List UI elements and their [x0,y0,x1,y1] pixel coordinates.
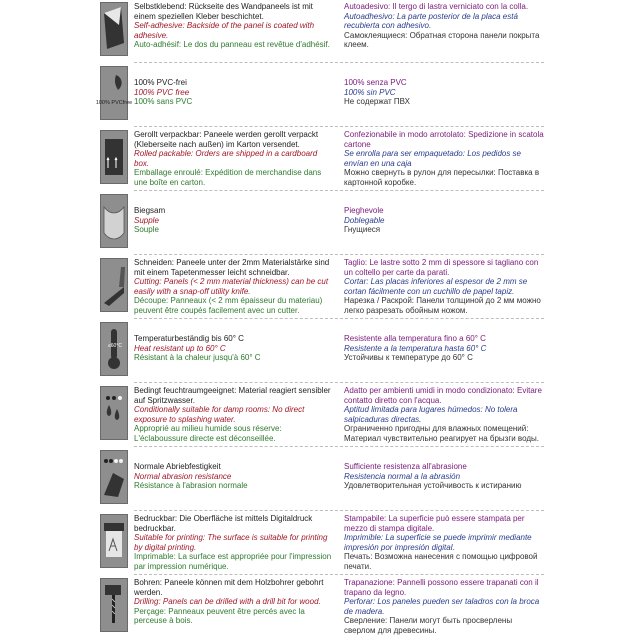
row-divider [134,62,544,63]
water-drops-icon [100,386,128,440]
text-ru: Сверление: Панели могут быть просверлены сверлом для древесины. [344,616,513,635]
text-de-en-fr [134,386,334,443]
text-es: Doblegable [344,215,385,225]
thermometer-icon [100,322,128,376]
text-ru: Не содержат ПВХ [344,97,410,106]
row-divider [134,318,544,319]
text-it: Pieghevole [344,206,384,215]
text-it: 100% senza PVC [344,78,407,87]
text-it-es-ru [344,78,544,107]
cutting-icon [100,258,128,312]
text-de: 100% PVC-frei [134,78,187,87]
text-en: Heat resistant up to 60° C [134,343,226,353]
text-de: Normale Abriebfestigkeit [134,462,221,471]
text-fr: Emballage enroulé: Expédition de merchandise dans une boîte en carton. [134,168,322,187]
text-it-es-ru [344,462,544,491]
text-it: Adatto per ambienti umidi in modo condizionato: Evitare contatto diretto con l'acqua. [344,386,542,405]
text-en: Drilling: Panels can be drilled with a drill bit for wood. [134,597,321,606]
text-de-en-fr [134,78,334,107]
text-ru: Нарезка / Раскрой: Панели толщиной до 2 мм можно легко разрезать обойным ножом. [344,296,541,315]
text-fr: Auto-adhésif: Le dos du panneau est revêtue d'adhésif. [134,40,330,49]
text-fr: Imprimable: La surface est appropriée pour l'impression par impression numérique. [134,552,332,571]
text-it: Confezionabile in modo arrotolato: Spedizione in scatola cartone [344,130,544,149]
row-divider [134,510,544,511]
text-de: Bohren: Paneele können mit dem Holzbohrer gebohrt werden. [134,578,324,597]
row-divider [134,446,544,447]
row-divider [134,126,544,127]
text-it-es-ru [344,206,544,235]
text-es: Autoadhesivo: La parte posterior de la placa está recubierta con adhesivo. [344,11,518,30]
text-fr: Découpe: Panneaux (< 2 mm épaisseur du materiau) peuvent être coupés facilement avec un cutter. [134,296,323,315]
text-fr: Souple [134,225,159,234]
text-fr: Résistance à l'abrasion normale [134,481,248,490]
text-fr: Résistant à la chaleur jusqu'à 60° C [134,353,261,362]
text-en: Suitable for printing: The surface is suitable for printing by digital printing. [134,533,328,552]
text-en: Cutting: Panels (< 2 mm material thickness) can be cut easily with a snap-off utility knife. [134,277,329,296]
drill-icon [100,578,128,632]
text-fr: 100% sans PVC [134,97,193,106]
rolled-package-icon [100,130,128,184]
text-es: Aptitud limitada para lugares húmedos: No tolera salpicaduras directas. [344,405,518,424]
text-it-es-ru [344,130,544,187]
text-en: Supple [134,215,159,225]
text-de: Bedruckbar: Die Oberfläche ist mittels Digitaldruck bedruckbar. [134,514,313,533]
text-it-es-ru [344,2,544,50]
text-it: Taglio: Le lastre sotto 2 mm di spessore si tagliano con un coltello per carte da parati. [344,258,539,277]
text-de-en-fr [134,578,334,626]
row-divider [134,574,544,575]
text-it: Autoadesivo: Il tergo di lastra verniciato con la colla. [344,2,529,11]
text-it: Sufficiente resistenza all'abrasione [344,462,467,471]
text-es: 100% sin PVC [344,87,396,97]
text-en: Self-adhesive: Backside of the panel is coated with adhesive. [134,21,315,40]
text-ru: Печать: Возможна нанесения с помощью цифровой печати. [344,552,538,571]
text-it-es-ru [344,258,544,315]
pvc-free-icon [95,66,133,120]
text-de-en-fr [134,514,334,571]
text-fr: Perçage: Panneaux peuvent être percés avec la perceuse à bois. [134,606,305,625]
row-divider [134,382,544,383]
text-fr: Approprié au milieu humide sous réserve: L'éclaboussure directe est déconseillée. [134,424,282,443]
text-en: Conditionally suitable for damp rooms: No direct exposure to splashing water. [134,405,305,424]
text-de-en-fr [134,258,334,315]
text-en: Rolled packable: Orders are shipped in a cardboard box. [134,149,318,168]
text-de: Schneiden: Paneele unter der 2mm Materialstärke sind mit einem Tapetenmesser leicht schneidbar. [134,258,330,277]
text-it: Resistente alla temperatura fino a 60° C [344,334,486,343]
row-divider [134,190,544,191]
text-es: Perforar: Los paneles pueden ser taladros con la broca de madera. [344,597,540,616]
text-de-en-fr [134,334,334,363]
text-it-es-ru [344,334,544,363]
text-it: Stampabile: La superficie può essere stampata per mezzo di stampa digitale. [344,514,525,533]
text-ru: Самоклеящиеся: Обратная сторона панели покрыта клеем. [344,30,540,49]
row-divider [134,254,544,255]
pvc-free-icon-text: 100% PVCfree [95,100,133,106]
text-es: Resistente a la temperatura hasta 60° C [344,343,487,353]
text-es: Cortar: Las placas inferiores al espesor de 2 mm se cortan fácilmente con un cuchillo de papel tapiz. [344,277,528,296]
text-de: Temperaturbeständig bis 60° C [134,334,244,343]
text-de-en-fr [134,206,334,235]
text-it-es-ru [344,514,544,571]
text-ru: Удовлетворительная устойчивость к истиранию [344,481,522,490]
text-en: 100% PVC free [134,87,190,97]
text-en: Normal abrasion resistance [134,471,232,481]
abrasion-icon [100,450,128,504]
text-it: Trapanazione: Pannelli possono essere trapanati con il trapano da legno. [344,578,539,597]
text-es: Se enrolla para ser empaquetado: Los pedidos se envían en una caja [344,149,522,168]
digital-print-icon [100,514,128,568]
text-ru: Устойчивы к температуре до 60° C [344,353,473,362]
text-es: Imprimible: La superficie se puede imprimir mediante impresión por impresión digital. [344,533,532,552]
text-de: Selbstklebend: Rückseite des Wandpaneels ist mit einem speziellen Kleber beschichtet. [134,2,313,21]
text-it-es-ru [344,386,544,443]
text-ru: Ограниченно пригодны для влажных помещений: Материал чувствительно реагирует на брызги воды. [344,424,539,443]
text-de: Bedingt feuchtraumgeeignet: Material reagiert sensibler auf Spritzwasser. [134,386,331,405]
text-de: Gerollt verpackbar: Paneele werden gerollt verpackt (Kleberseite nach außen) im Karton versendet. [134,130,319,149]
thermometer-icon-text: ≤60°C [108,343,122,349]
text-ru: Можно свернуть в рулон для пересылки: Поставка в картонной коробке. [344,168,540,187]
text-ru: Гнущиеся [344,225,381,234]
text-de-en-fr [134,130,334,187]
text-es: Resistencia normal a la abrasión [344,471,461,481]
self-adhesive-icon [100,2,128,56]
text-de-en-fr [134,462,334,491]
flexible-icon [100,194,128,248]
text-de-en-fr [134,2,334,50]
text-de: Biegsam [134,206,166,215]
text-it-es-ru [344,578,544,635]
